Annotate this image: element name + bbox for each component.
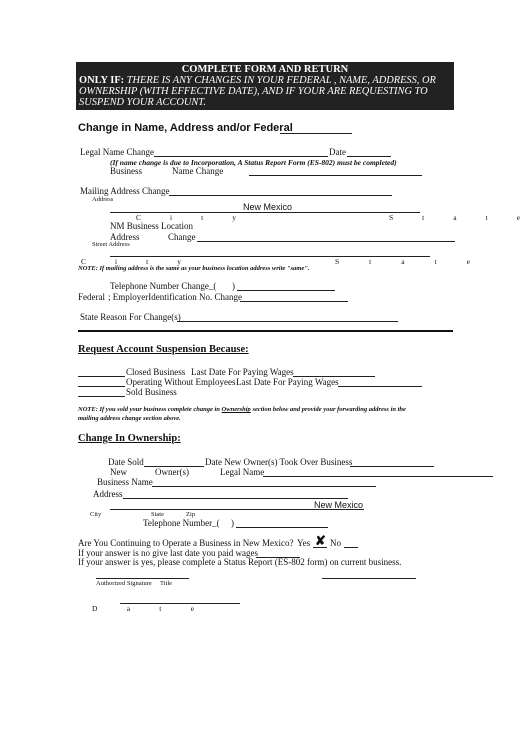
operating-without-employees-field[interactable] [78,386,125,387]
sold-business-label: Sold Business [126,387,177,397]
business-name-label: Business Name [97,477,153,487]
owner-state-prefill: New Mexico [314,500,364,510]
legal-date-label: Date [329,147,346,157]
employer-id-field[interactable] [240,301,348,302]
mailing-address-field[interactable] [169,195,392,196]
section-divider [78,330,453,332]
change-section-heading: Change in Name, Address and/or Federal [78,122,293,134]
nm-business-location-label: NM Business Location [110,221,193,231]
new-owner-business-name-field[interactable] [152,486,376,487]
address-small-label: Address [92,196,114,203]
mailing-state-prefill: New Mexico [243,202,293,212]
yes-label: Yes [297,538,311,548]
location-city-label: C i t y [81,257,181,266]
authorized-signature-field[interactable] [96,578,189,579]
state-reason-label: State Reason For Change(s) [80,312,181,322]
business-name-change-field[interactable] [249,175,422,176]
closed-last-date-label: Last Date For Paying Wages [191,367,294,377]
name-change-label: Name Change [172,166,224,176]
if-yes-label: If your answer is yes, please complete a Status Report (ES-802 form) on current business. [78,557,402,567]
same-address-note: NOTE: If mailing address is the same as your business location address write "same". [78,265,310,272]
title-field[interactable] [322,578,416,579]
employer-id-change-label: ; EmployerIdentification No. Change [108,292,242,302]
owner-telephone-field[interactable] [236,527,328,528]
sold-business-field[interactable] [78,396,125,397]
banner-title: COMPLETE FORM AND RETURN [181,64,349,75]
location-address-label: Address [110,232,140,242]
telephone-change-paren: ) [232,281,235,291]
mailing-state-label: S t a t e [389,213,520,222]
owner-telephone-label: Telephone Number_( [143,518,220,528]
date-new-owner-label: Date New Owner(s) Took Over Business [205,457,353,467]
operating-without-employees-label: Operating Without Employees [126,377,236,387]
new-label: New [110,467,127,477]
suspension-heading: Request Account Suspension Because: [78,344,249,355]
mailing-address-change-label: Mailing Address Change [80,186,170,196]
location-address-field[interactable] [197,241,455,242]
no-label: No [330,538,341,548]
check-mark-icon: ✘ [315,533,326,548]
closed-business-label: Closed Business [126,367,186,377]
federal-label: Federal [78,292,105,302]
banner-body [79,75,451,108]
owner-telephone-paren: ) [231,518,234,528]
incorporation-note: (If name change is due to Incorporation, A Status Report Form (ES-802) must be completed) [110,158,397,167]
street-address-label: Street Address [92,241,130,248]
title-label: Title [160,580,173,587]
new-owner-legal-name-field[interactable] [263,476,493,477]
banner-text: THERE IS ANY CHANGES IN YOUR FEDERAL , NAME, ADDRESS, OR OWNERSHIP (WITH EFFECTIVE DATE), AND IF YOUR ARE REQUESTING TO SUSPEND YOUR ACCOUNT. [79,75,436,108]
sold-note-line1: NOTE: If you sold your business complete change in Ownership section below and provide your forwarding address in the [78,406,406,413]
ownership-heading: Change In Ownership: [78,433,181,444]
date-new-owner-field[interactable] [350,466,434,467]
banner-only-if: ONLY IF: [79,75,125,86]
legal-name-change-field[interactable] [154,156,328,157]
heading-underline [280,133,352,134]
signature-date-label: D a t e [92,604,194,613]
location-change-label: Change [168,232,196,242]
business-label: Business [110,166,143,176]
legal-date-field[interactable] [347,156,391,157]
owner-zip-label: Zip [186,511,196,518]
sold-note-line2: mailing address change section above. [78,415,181,422]
closed-business-field[interactable] [78,376,125,377]
owner-state-label: State [151,511,164,518]
state-reason-field[interactable] [177,321,398,322]
operating-last-date-label: Last Date For Paying Wages [236,377,339,387]
telephone-change-label: Telephone Number Change_( [110,281,217,291]
continue-question: Are You Continuing to Operate a Business in New Mexico? [78,538,294,548]
telephone-change-field[interactable] [237,290,335,291]
instructions-banner [76,62,454,110]
legal-name-change-label: Legal Name Change [80,147,154,157]
owner-address-label: Address [93,489,123,499]
authorized-signature-label: Authorized Signature [96,580,152,587]
operating-last-date-field[interactable] [338,386,422,387]
mailing-city-label: C i t y [136,213,236,222]
owner-city-label: City [90,511,102,518]
date-sold-label: Date Sold [108,457,144,467]
owner-address-field[interactable] [123,498,348,499]
no-checkbox[interactable] [344,547,358,548]
legal-name-label: Legal Name [220,467,265,477]
if-no-label: If your answer is no give last date you paid wages [78,548,258,558]
owner-city-state-zip-field[interactable] [110,509,364,510]
owners-label: Owner(s) [155,467,189,477]
location-state-label: S t a t e [335,257,470,266]
